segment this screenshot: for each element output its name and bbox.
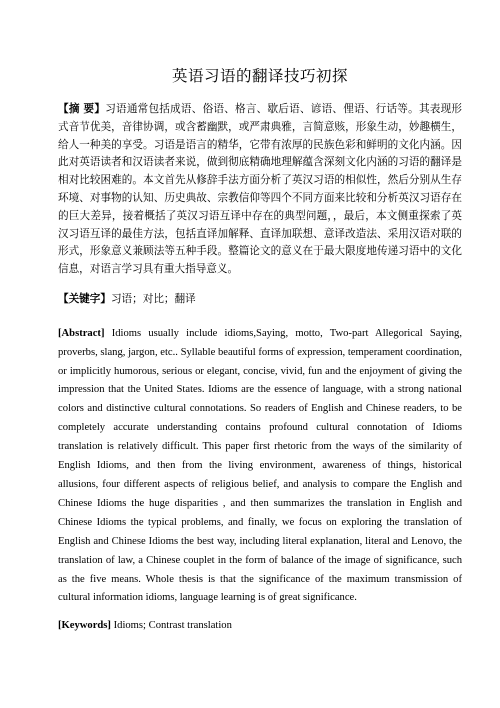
abstract-en — [58, 325, 462, 609]
abstract-cn-text: 习语通常包括成语、俗语、格言、歇后语、谚语、俚语、行话等。其表现形式音节优美，音律协调，或含蓄幽默，或严肃典雅，言简意赅，形象生动，妙趣横生，给人一种美的享受。习语是语言的精华，它带有浓厚的民族色彩和鲜明的文化内涵。因此对英语读者和汉语读者来说，做到彻底精确地理解蕴含深刻文化内涵的习语的翻译是相对比较困难的。本文首先从修辞手法方面分析了英汉习语的相似性，然后分别从生存环境、对事物的认知、历史典故、宗教信仰等四个不同方面来比较和分析英汉习语存在的巨大差异，接着概括了英汉习语互译中存在的典型问题，，最后，本文侧重探索了英汉习语互译的最佳方法，包括直译加解释、直译加联想、意译改造法、采用汉语对联的形式，形象意义兼顾法等五种手段。整篇论文的意义在于最大限度地传递习语中的文化信息，对语言学习具有重大指导意义。 — [58, 103, 462, 276]
keywords-cn-text: 习语；对比；翻译 — [110, 292, 196, 305]
abstract-cn-label: 【摘 要】 — [58, 103, 106, 115]
keywords-cn — [58, 291, 462, 309]
abstract-cn — [58, 101, 462, 279]
abstract-en-label: [Abstract] — [58, 327, 105, 339]
abstract-en-text: Idioms usually include idioms,Saying, motto, Two-part Allegorical Saying, proverbs, slang, jargon, etc.. Syllable beautiful forms of expression, temperament coordination, or implicitly humorous, serious or elegant, concise, vivid, fun and the enjoyment of giving the impression that the United States. Idioms are the essence of language, with a strong national colors and distinctive cultural connotations. So readers of English and Chinese readers, to be completely accurate understanding contains profound cultural connotation of Idioms translation is relatively difficult. This paper first rhetoric from the ways of the similarity of English Idioms, and then from the living environment, awareness of things, historical allusions, four different aspects of religious belief, and analysis to compare the English and Chinese Idioms the huge disparities , and then summarizes the translation in English and Chinese Idioms the typical problems, and finally, we focus on exploring the translation of English and Chinese Idioms the best way, including literal explanation, literal and Lenovo, the translation of law, a Chinese couplet in the form of balance of the image of significance, such as the five means. Whole thesis is that the significance of the maximum transmission of cultural information idioms, language learning is of great significance. — [58, 327, 462, 604]
keywords-cn-label: 【关键字】 — [58, 292, 111, 305]
keywords-en-text: Idioms; Contrast translation — [110, 620, 232, 632]
page-title: 英语习语的翻译技巧初探 — [171, 67, 348, 85]
keywords-en — [58, 617, 462, 634]
keywords-en-label: [Keywords] — [58, 620, 111, 632]
